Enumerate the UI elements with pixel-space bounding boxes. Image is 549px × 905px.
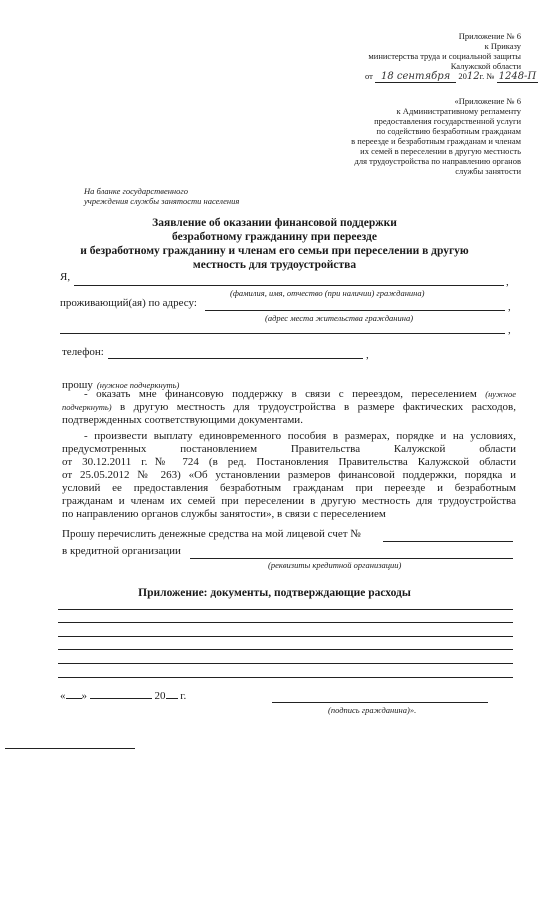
item1-text: в другую местность для трудоустройства в размере фактических расходов, [120, 401, 516, 413]
item1-line1 [62, 388, 516, 400]
regulation-line: для трудоустройства по направлению органов [354, 156, 521, 166]
appendix-line: к Приказу [484, 41, 521, 51]
attachment-line-5[interactable] [58, 663, 513, 664]
phone-field[interactable] [108, 358, 363, 359]
bank-label: в кредитной организации [62, 545, 181, 557]
blank-note: На бланке государственного [84, 186, 188, 196]
fio-comma: , [506, 276, 509, 288]
year-field[interactable] [166, 698, 178, 699]
attachment-line-2[interactable] [58, 622, 513, 623]
account-label: Прошу перечислить денежные средства на мой лицевой счет № [62, 528, 361, 540]
attachments-title: Приложение: документы, подтверждающие расходы [138, 587, 411, 599]
item1-note: подчеркнуть) [62, 402, 112, 412]
address-label: проживающий(ая) по адресу: [60, 297, 197, 309]
day-field[interactable] [66, 698, 82, 699]
blank-note: учреждения службы занятости населения [84, 196, 240, 206]
title-line: местность для трудоустройства [192, 259, 357, 271]
bank-field[interactable] [190, 558, 513, 559]
year-prefix: 20 [154, 690, 166, 702]
appendix-line: Калужской области [450, 61, 521, 71]
fio-caption: (фамилия, имя, отчество (при наличии) гражданина) [230, 288, 425, 298]
appendix-line: Приложение № 6 [458, 31, 521, 41]
signature-caption: (подпись гражданина)». [328, 705, 417, 715]
regulation-line: к Административному регламенту [396, 106, 521, 116]
regulation-line: по содействию безработным гражданам [376, 126, 521, 136]
item1-text: - оказать мне финансовую поддержку в связи с переездом, переселением [84, 388, 477, 400]
item1-note: (нужное [485, 389, 517, 399]
month-field[interactable] [90, 698, 152, 699]
address-comma-2: , [508, 324, 511, 336]
regulation-line: в переезде и безработным гражданам и членам [351, 136, 521, 146]
date-open-quote: « [60, 690, 66, 702]
item1-line2 [62, 401, 516, 413]
item2-line: от 30.12.2011 г.№ 724 (в ред. Постановления Правительства Калужской области [62, 456, 516, 468]
regulation-line: предоставления государственной услуги [374, 116, 521, 126]
order-year-prefix: 20 [458, 71, 467, 81]
request-note: (нужное подчеркнуть) [96, 380, 180, 390]
item2-line: условий ее предоставления безработным гражданам при переезде и безработным [62, 482, 516, 494]
item2-line: предусмотренных постановлением Правительства Калужской области [62, 443, 516, 455]
address-comma: , [508, 301, 511, 313]
request-word: прошу [62, 379, 93, 391]
order-date-line [365, 72, 538, 82]
title-line: и безработному гражданину и членам его семьи при переселении в другую [80, 245, 469, 257]
regulation-line: «Приложение № 6 [454, 96, 521, 106]
title-line: Заявление об оказании финансовой поддержки [152, 217, 397, 229]
appendix-line: министерства труда и социальной защиты [368, 51, 521, 61]
attachment-line-3[interactable] [58, 636, 513, 637]
attachment-line-4[interactable] [58, 649, 513, 650]
phone-label: телефон: [62, 346, 104, 358]
item1-line3: подтвержденных соответствующими документами. [62, 414, 303, 426]
date-close-quote: » [81, 690, 87, 702]
order-number-label: г. № [479, 71, 495, 81]
item2-line: от 25.05.2012 № 263) «Об установлении размеров финансовой поддержки, порядка и [62, 469, 516, 481]
fio-field[interactable] [74, 285, 504, 286]
regulation-line: их семей в переселении в другую местность [360, 146, 521, 156]
item2-line: по направлению органов службы занятости», в связи с переселением [62, 508, 386, 520]
signature-field[interactable] [272, 702, 488, 703]
order-number-handwritten: 1248-П [498, 71, 537, 82]
regulation-line: службы занятости [455, 166, 521, 176]
year-suffix: г. [180, 690, 187, 702]
bank-caption: (реквизиты кредитной организации) [268, 560, 402, 570]
order-date-prefix: от [365, 71, 373, 81]
account-field[interactable] [383, 541, 513, 542]
order-year-handwritten: 12 [466, 71, 480, 82]
address-field-1[interactable] [205, 310, 505, 311]
footnote-separator [5, 748, 135, 749]
address-caption: (адрес места жительства гражданина) [265, 313, 414, 323]
phone-comma: , [366, 349, 369, 361]
attachment-line-1[interactable] [58, 609, 513, 610]
order-date-handwritten: 18 сентября [375, 71, 456, 83]
footer-date [60, 690, 186, 702]
item2-line: - произвести выплату единовременного пособия в размерах, порядке и на условиях, [84, 430, 516, 442]
fio-label: Я, [60, 271, 71, 283]
attachment-line-6[interactable] [58, 677, 513, 678]
title-line: безработному гражданину при переезде [172, 231, 377, 243]
item2-line: гражданам и членам их семей при переселении в другую местность для трудоустройства [62, 495, 516, 507]
address-field-2[interactable] [60, 333, 505, 334]
